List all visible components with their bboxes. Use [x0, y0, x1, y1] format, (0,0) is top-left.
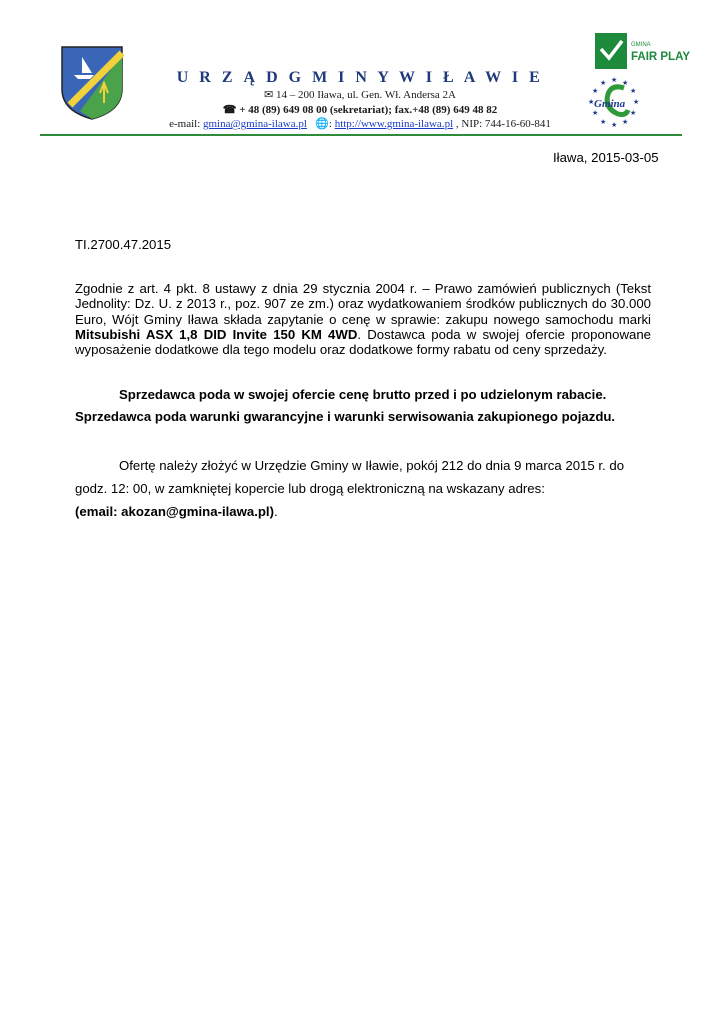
- coat-of-arms-logo: [60, 45, 124, 121]
- submission-text: Ofertę należy złożyć w Urzędzie Gminy w Iławie, pokój 212 do dnia 9 marca 2015 r. do godz. 12: 00, w zamkniętej kopercie lub drogą elektroniczną na wskazany adres:: [75, 458, 625, 496]
- letter-date: Iława, 2015-03-05: [553, 150, 659, 165]
- svg-text:★: ★: [630, 87, 637, 95]
- address-line: [140, 88, 580, 103]
- website-link[interactable]: http://www.gmina-ilawa.pl: [334, 118, 454, 130]
- globe-icon: 🌐: [315, 118, 329, 130]
- envelope-icon: ✉: [263, 89, 274, 101]
- svg-text:★: ★: [600, 79, 607, 87]
- svg-text:★: ★: [622, 79, 629, 87]
- svg-text:★: ★: [611, 121, 618, 129]
- nip-text: , NIP: 744-16-60-841: [453, 118, 551, 130]
- paragraph-inquiry-text-b: . Dostawca poda w swojej ofercie proponowane wyposażenie dodatkowe dla tego modelu oraz dodatkowe formy rabatu od ceny sprzedaży.: [75, 326, 652, 358]
- email-link[interactable]: gmina@gmina-ilawa.pl: [203, 118, 307, 130]
- phone-line: [140, 103, 580, 118]
- paragraph-seller-terms: [75, 384, 651, 428]
- seller-terms-text: Sprzedawca poda w swojej ofercie cenę brutto przed i po udzielonym rabacie. Sprzedawca poda warunki gwarancyjne i warunki serwisowania zakupionego pojazdu.: [75, 387, 616, 424]
- telephone-icon: ☎: [222, 103, 237, 116]
- www-label: :: [328, 118, 335, 130]
- gmina-stars-logo: [584, 74, 646, 130]
- svg-text:★: ★: [592, 87, 599, 95]
- email-label: e-mail:: [169, 118, 203, 130]
- address-text: 14 – 200 Iława, ul. Gen. Wł. Andersa 2A: [275, 89, 456, 101]
- reference-number: TI.2700.47.2015: [75, 237, 172, 252]
- contact-line: [140, 117, 580, 132]
- paragraph-inquiry: [75, 281, 651, 357]
- letterhead: [140, 68, 580, 132]
- fair-play-logo: [595, 33, 690, 69]
- svg-text:★: ★: [588, 98, 595, 106]
- phone-text: + 48 (89) 649 08 00 (sekretariat); fax.+48 (89) 649 48 82: [239, 103, 498, 116]
- contact-email: (email: akozan@gmina-ilawa.pl): [75, 504, 274, 519]
- svg-text:★: ★: [600, 118, 607, 126]
- header-divider: [40, 134, 682, 136]
- vehicle-model: Mitsubishi ASX 1,8 DID Invite 150 KM 4WD: [75, 326, 358, 342]
- svg-text:★: ★: [630, 109, 637, 117]
- office-title: U R Z Ą D G M I N Y W I Ł A W I E: [176, 69, 544, 86]
- svg-text:★: ★: [611, 76, 618, 84]
- paragraph-submission: [75, 454, 653, 523]
- gmina-logo-text: Gmina: [594, 98, 626, 110]
- svg-text:★: ★: [622, 118, 629, 126]
- svg-text:★: ★: [592, 109, 599, 117]
- svg-text:★: ★: [633, 98, 640, 106]
- svg-text:GMINA: GMINA: [631, 42, 651, 48]
- paragraph-inquiry-text-a: Zgodnie z art. 4 pkt. 8 ustawy z dnia 29 stycznia 2004 r. – Prawo zamówień publicznych (Tekst Jednolity: Dz. U. z 2013 r., poz. 907 ze zm.) oraz wydatkowaniem środków publicznych do 30.000 Euro, Wójt Gminy Iława składa zapytanie o cenę w sprawie: zakupu nowego samochodu marki: [75, 281, 651, 327]
- svg-text:FAIR PLAY: FAIR PLAY: [631, 51, 690, 63]
- contact-end: .: [274, 504, 278, 519]
